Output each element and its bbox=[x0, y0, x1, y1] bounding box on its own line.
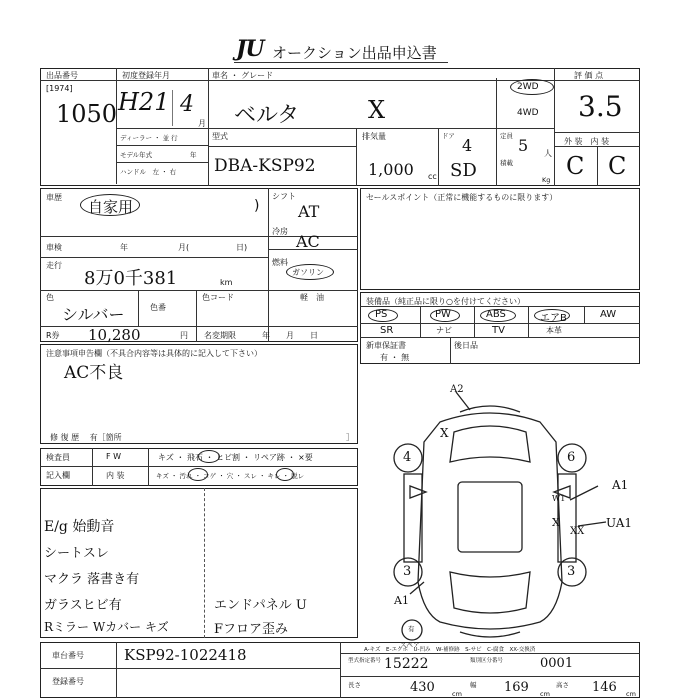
remark-line-3: マクラ 落書き有 bbox=[44, 572, 140, 587]
capacity-value: 5 bbox=[518, 136, 529, 155]
recycle-label: R券 bbox=[46, 331, 60, 340]
grade-value: X bbox=[368, 96, 386, 124]
remark-right-1: エンドパネル U bbox=[214, 598, 307, 613]
diag-label-xx: XX bbox=[570, 526, 585, 537]
notes-value: AC不良 bbox=[64, 363, 124, 383]
interior-items: キズ ・ 汚れ ・ コゲ ・ 穴 ・ スレ ・ キレ ・ 脱レ bbox=[156, 472, 305, 480]
equip-leather[interactable]: 本革 bbox=[546, 326, 562, 335]
title-underline bbox=[234, 62, 448, 63]
ac-value: AC bbox=[296, 232, 320, 251]
reg-month-value: 4 bbox=[180, 92, 194, 117]
recycle-unit: 円 bbox=[180, 331, 188, 340]
fw-label: F W bbox=[106, 452, 122, 461]
recycle-value: 10,280 bbox=[88, 326, 141, 344]
equip-navi[interactable]: ナビ bbox=[436, 326, 452, 335]
load-label: 積載 bbox=[500, 159, 513, 167]
displacement-label: 排気量 bbox=[362, 132, 386, 141]
type-value: DBA-KSP92 bbox=[214, 156, 316, 176]
body-value: SD bbox=[450, 160, 477, 181]
shaken-month: 月( bbox=[178, 243, 190, 252]
ext-int-label: 外 装 内 装 bbox=[564, 137, 610, 146]
equip-ps[interactable]: PS bbox=[375, 309, 388, 320]
mileage-value: 8万0千381 bbox=[84, 268, 178, 289]
reg-type-value: 自家用 bbox=[88, 198, 134, 216]
remark-right-2: Fフロア歪み bbox=[214, 622, 289, 637]
mileage-unit: km bbox=[220, 278, 233, 287]
ext-value: C bbox=[566, 152, 585, 180]
fuel-diesel: 軽 油 bbox=[300, 293, 324, 302]
hei-label: 高さ bbox=[556, 681, 569, 689]
int-value: C bbox=[608, 152, 627, 180]
shift-label: シフト bbox=[272, 192, 296, 201]
remarks-section bbox=[40, 488, 358, 638]
car-damage-diagram bbox=[370, 382, 640, 644]
shaken-day: 日) bbox=[236, 243, 248, 252]
auction-logo: JU bbox=[236, 36, 264, 62]
model-year-label: モデル年式 bbox=[120, 151, 153, 159]
diag-wheel-fl: 4 bbox=[403, 450, 412, 465]
fuel-label: 燃料 bbox=[272, 258, 288, 267]
sales-point-label: セールスポイント（正常に機能するものに限ります） bbox=[366, 193, 558, 202]
cert-label: 型式指定番号 bbox=[348, 658, 382, 664]
model-year-unit: 年 bbox=[190, 151, 197, 159]
note-label: 後日品 bbox=[454, 341, 478, 350]
color-value: シルバー bbox=[62, 305, 125, 324]
capacity-label: 定員 bbox=[500, 132, 513, 140]
equip-pw[interactable]: PW bbox=[435, 309, 451, 320]
lot-no-label: 出品番号 bbox=[46, 71, 78, 80]
sales-point-section bbox=[360, 188, 640, 290]
remark-line-2: シートスレ bbox=[44, 546, 109, 561]
remark-line-5: Rミラー Wカバー キズ bbox=[44, 620, 169, 634]
class-value: 0001 bbox=[540, 656, 574, 671]
reg-year-value: H21 bbox=[118, 88, 170, 116]
new-car-value: 有 ・ 無 bbox=[380, 353, 410, 362]
reg-month-unit: 月 bbox=[198, 119, 206, 128]
fw-items: キズ ・ 飛石 ・ ヒビ割 ・ リペア跡 ・ ×要 bbox=[158, 453, 313, 462]
record-label: 記入欄 bbox=[46, 471, 70, 480]
equip-aw[interactable]: AW bbox=[600, 309, 617, 320]
reg-type-label: 車歴 bbox=[46, 193, 62, 202]
remark-line-4: ガラスヒビ有 bbox=[44, 598, 122, 613]
color-no-label: 色番 bbox=[150, 303, 166, 312]
color-code-label: 色コード bbox=[202, 293, 234, 302]
diag-spare-mark: 有 bbox=[408, 625, 415, 633]
door-value: 4 bbox=[462, 136, 473, 155]
class-label: 類別区分番号 bbox=[470, 658, 504, 664]
diag-spare: スペア bbox=[400, 641, 420, 649]
reg-type-close: ) bbox=[254, 198, 260, 214]
fw-stone-circle bbox=[198, 450, 220, 463]
color-label: 色 bbox=[46, 293, 54, 302]
mileage-label: 走行 bbox=[46, 261, 62, 270]
len-value: 430 bbox=[410, 680, 435, 695]
drive-2wd: 2WD bbox=[517, 82, 539, 92]
cert-value: 15222 bbox=[384, 656, 429, 672]
interior-label: 内 装 bbox=[106, 471, 125, 480]
wid-unit: cm bbox=[540, 690, 550, 698]
type-label: 型式 bbox=[212, 132, 228, 141]
diag-wheel-rl: 3 bbox=[403, 564, 412, 579]
carname-label: 車名 ・ グレード bbox=[212, 71, 274, 80]
equipment-label: 装備品（純正品に限り○を付けてください） bbox=[366, 297, 525, 306]
diag-label-w1: W1 bbox=[552, 494, 566, 503]
diag-label-a1-left: A1 bbox=[394, 594, 409, 607]
diag-label-a2: A2 bbox=[450, 384, 464, 395]
fuel-value: ガソリン bbox=[292, 268, 324, 277]
inspector-label: 検査員 bbox=[46, 453, 70, 462]
displacement-unit: cc bbox=[428, 172, 437, 181]
diag-label-a1-right: A1 bbox=[612, 478, 629, 492]
equip-tv[interactable]: TV bbox=[492, 325, 505, 336]
reg-no-label: 登録番号 bbox=[52, 677, 84, 686]
displacement-value: 1,000 bbox=[368, 160, 414, 179]
shaken-label: 車検 bbox=[46, 243, 62, 252]
score-value: 3.5 bbox=[578, 90, 623, 123]
hei-value: 146 bbox=[592, 680, 617, 695]
chassis-value: KSP92-1022418 bbox=[124, 646, 247, 664]
new-car-label: 新車保証書 bbox=[366, 341, 406, 350]
equip-airbag[interactable]: エアB bbox=[540, 313, 567, 324]
diag-label-ua1: UA1 bbox=[606, 516, 633, 530]
diag-label-x-right: X bbox=[552, 516, 560, 529]
diag-label-x-front: X bbox=[440, 426, 449, 440]
load-unit: Kg bbox=[542, 176, 551, 184]
lot-no-value: 1050 bbox=[56, 100, 118, 128]
interior-wear-circle bbox=[276, 468, 294, 481]
shaken-year: 年 bbox=[120, 243, 128, 252]
drive-4wd: 4WD bbox=[517, 108, 539, 118]
diag-wheel-fr: 6 bbox=[567, 450, 576, 465]
hei-unit: cm bbox=[626, 690, 636, 698]
dealer-label: ディーラー ・ 並 行 bbox=[120, 134, 178, 142]
capacity-unit: 人 bbox=[544, 149, 552, 158]
equip-sr[interactable]: SR bbox=[380, 325, 394, 336]
handle-label: ハンドル 左 ・ 右 bbox=[120, 168, 177, 176]
wid-value: 169 bbox=[504, 680, 529, 695]
name-change-value: 年 月 日 bbox=[262, 331, 318, 340]
shift-value: AT bbox=[298, 202, 320, 221]
page-title: オークション出品申込書 bbox=[272, 44, 437, 62]
ac-label: 冷房 bbox=[272, 227, 288, 236]
repair-close: ］ bbox=[346, 433, 354, 442]
door-label: ドア bbox=[442, 132, 455, 140]
score-label: 評 価 点 bbox=[574, 71, 604, 80]
remark-line-1: E/g 始動音 bbox=[44, 519, 115, 535]
lot-no-sub: [1974] bbox=[46, 84, 73, 93]
equip-abs[interactable]: ABS bbox=[486, 309, 506, 320]
repair-label: 修 復 歴 有［箇所 bbox=[50, 433, 122, 442]
chassis-label: 車台番号 bbox=[52, 651, 84, 660]
reg-year-label: 初度登録年月 bbox=[122, 71, 170, 80]
name-change-label: 名変期限 bbox=[204, 331, 236, 340]
legend: A-キズ E-エクボ U-凹み W-補修跡 S-サビ C-腐食 XX-交換済 bbox=[364, 647, 536, 653]
len-unit: cm bbox=[452, 690, 462, 698]
wid-label: 幅 bbox=[470, 681, 477, 689]
diag-wheel-rr: 3 bbox=[567, 564, 576, 579]
interior-stain-circle bbox=[188, 468, 208, 481]
notes-label: 注意事項申告欄（不具合内容等は具体的に記入して下さい） bbox=[46, 349, 262, 358]
len-label: 長さ bbox=[348, 681, 361, 689]
carname-value: ベルタ bbox=[234, 103, 300, 128]
